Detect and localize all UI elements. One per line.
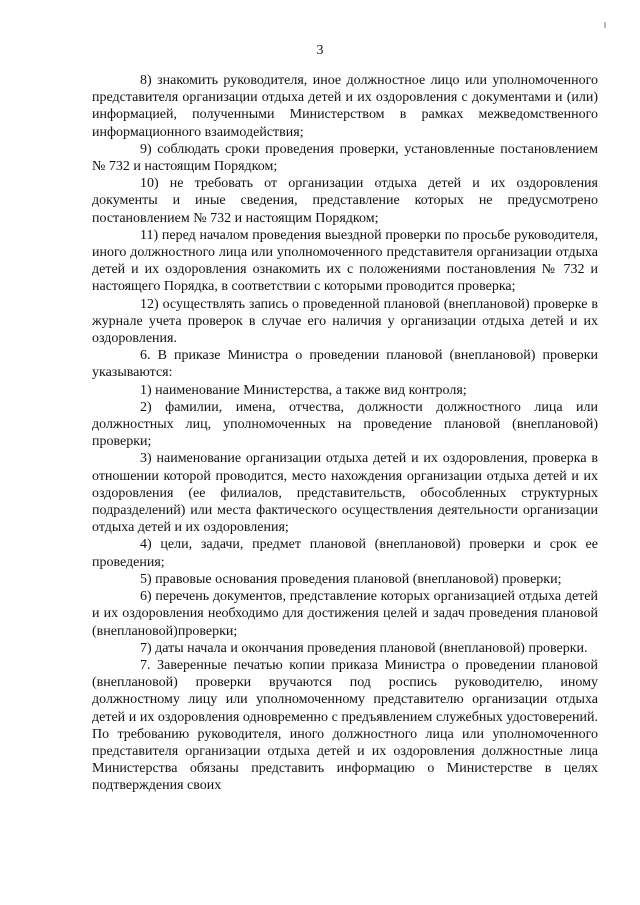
section-6-heading: 6. В приказе Министра о проведении плановой (внеплановой) проверки указываются: <box>92 348 598 381</box>
page-number: 3 <box>316 43 324 58</box>
paragraph-item-12: 12) осуществлять запись о проведенной плановой (внеплановой) проверке в журнале учета проверок в случае его наличия у организации отдыха детей и их оздоровления. <box>92 296 598 347</box>
paragraph-item-8: 8) знакомить руководителя, иное должностное лицо или уполномоченного представителя организации отдыха детей и их оздоровления с документами и (или) информацией, полученными Министерством в рамках межведомственного информационного взаимодействия; <box>92 73 598 140</box>
order-content-item-3: 3) наименование организации отдыха детей и их оздоровления, проверка в отношении которой проводится, место нахождения организации отдыха детей и их оздоровления (ее филиалов, представительств, обособленных структурных подразделений) или места фактического осуществления деятельности организации отдыха детей и их оздоровления; <box>92 451 598 536</box>
order-content-item-5: 5) правовые основания проведения плановой (внеплановой) проверки; <box>140 571 562 587</box>
order-content-item-4: 4) цели, задачи, предмет плановой (внеплановой) проверки и срок ее проведения; <box>92 537 598 570</box>
order-content-item-7: 7) даты начала и окончания проведения плановой (внеплановой) проверки. <box>140 640 588 656</box>
order-content-item-1: 1) наименование Министерства, а также вид контроля; <box>140 382 467 398</box>
paragraph-item-10: 10) не требовать от организации отдыха детей и их оздоровления документы и иные сведения, представление которых не предусмотрено постановлением № 732 и настоящим Порядком; <box>92 176 598 226</box>
paragraph-item-11: 11) перед началом проведения выездной проверки по просьбе руководителя, иного должностного лица или уполномоченного представителя организации отдыха детей и их оздоровления ознакомить их с положениями постановления № 732 и настоящего Порядка, в соответствии с которыми проводится проверка; <box>92 227 598 295</box>
order-content-item-6: 6) перечень документов, представление которых организацией отдыха детей и их оздоровления необходимо для достижения целей и задач проведения плановой (внеплановой)проверки; <box>92 589 598 639</box>
document-body <box>92 72 598 795</box>
order-content-item-2: 2) фамилии, имена, отчества, должности должностного лица или должностных лиц, уполномоченных на проведение плановой (внеплановой) проверки; <box>92 399 598 450</box>
section-7-paragraph: 7. Заверенные печатью копии приказа Министра о проведении плановой (внеплановой) проверки вручаются под роспись руководителю, иному должностному лицу или уполномоченному представителю организации отдыха детей и их оздоровления одновременно с предъявлением служебных удостоверений. По требованию руководителя, иного должностного лица или уполномоченного представителя организации отдыха детей и их оздоровления должностные лица Министерства обязаны представить информацию о Министерстве в целях подтверждения своих <box>92 657 598 794</box>
paragraph-item-9: 9) соблюдать сроки проведения проверки, установленные постановлением № 732 и настоящим Порядком; <box>92 141 598 175</box>
scan-mark <box>604 22 606 28</box>
